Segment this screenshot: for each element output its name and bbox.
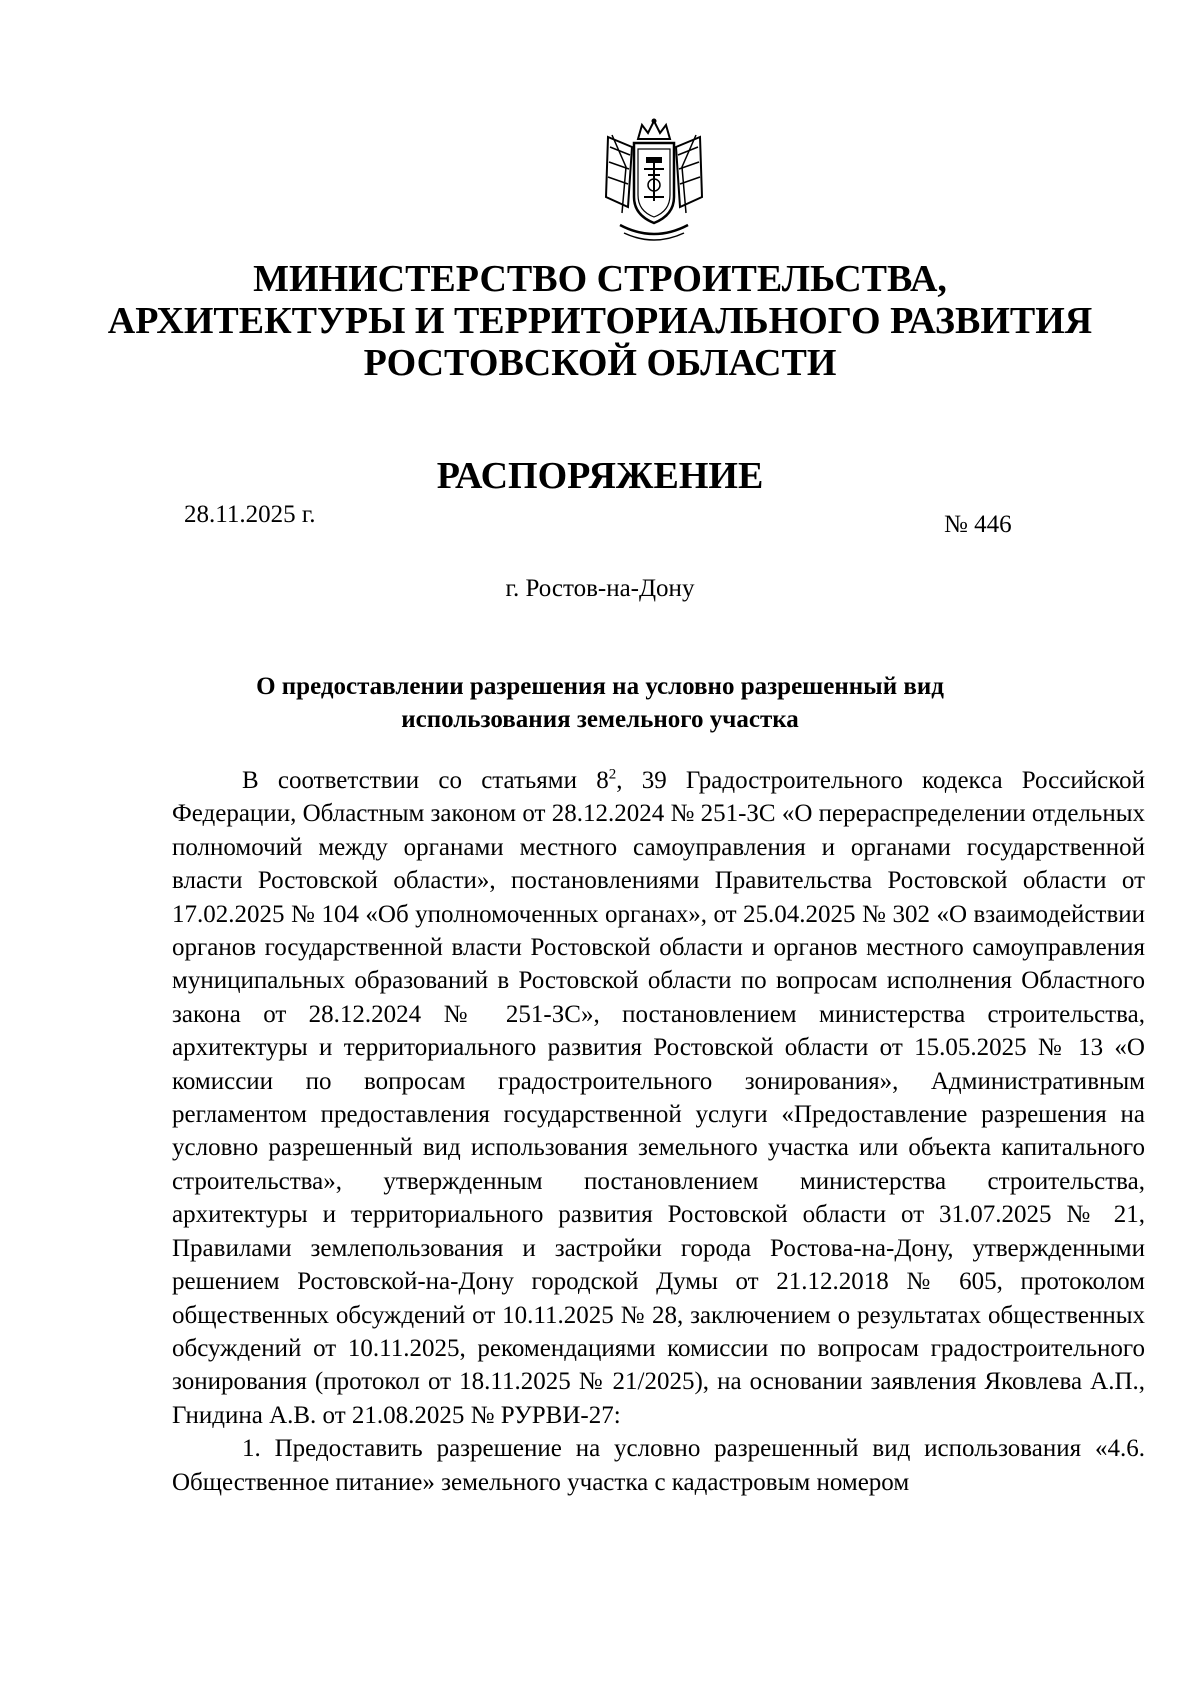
subject-line: О предоставлении разрешения на условно разрешенный вид: [256, 673, 944, 700]
article-superscript: 2: [608, 766, 617, 783]
document-city: г. Ростов-на-Дону: [505, 575, 695, 602]
document-date: 28.11.2025 г.: [184, 501, 316, 528]
ministry-title-line: АРХИТЕКТУРЫ И ТЕРРИТОРИАЛЬНОГО РАЗВИТИЯ: [107, 300, 1093, 342]
document-body: [172, 764, 1145, 1499]
clause-1-paragraph: 1. Предоставить разрешение на условно разрешенный вид использования «4.6. Общественное питание» земельного участка с кадастровым номером: [172, 1435, 1145, 1496]
coat-of-arms-emblem: [598, 117, 710, 247]
document-type-heading: РАСПОРЯЖЕНИЕ: [436, 455, 764, 497]
ministry-title-line: РОСТОВСКОЙ ОБЛАСТИ: [363, 342, 837, 384]
document-subject: [200, 670, 1000, 736]
preamble-paragraph: [172, 764, 1145, 1432]
preamble-text-rest: , 39 Градостроительного кодекса Российской Федерации, Областным законом от 28.12.2024 № 251-ЗС «О перераспределении отдельных полномочий между органами местного самоуправления и органами государственной власти Ростовской области», постановлениями Правительства Ростовской области от 17.02.2025 № 104 «Об уполномоченных органах», от 25.04.2025 № 302 «О взаимодействии органов государственной власти Ростовской области и органов местного самоуправления муниципальных образований в Ростовской области по вопросам исполнения Областного закона от 28.12.2024 № 251-ЗС», постановлением министерства строительства, архитектуры и территориального развития Ростовской области от 15.05.2025 № 13 «О комиссии по вопросам градостроительного зонирования», Административным регламентом предоставления государственной услуги «Предоставление разрешения на условно разрешенный вид использования земельного участка или объекта капитального строительства», утвержденным постановлением министерства строительства, архитектуры и территориального развития Ростовской области от 31.07.2025 № 21, Правилами землепользования и застройки города Ростова-на-Дону, утвержденными решением Ростовской-на-Дону городской Думы от 21.12.2018 № 605, протоколом общественных обсуждений от 10.11.2025 № 28, заключением о результатах общественных обсуждений от 10.11.2025, рекомендациями комиссии по вопросам градостроительного зонирования (протокол от 18.11.2025 № 21/2025), на основании заявления Яковлева А.П., Гнидина А.В. от 21.08.2025 № РУРВИ-27:: [172, 767, 1145, 1429]
subject-line: использования земельного участка: [401, 706, 799, 733]
ministry-title: [100, 258, 1100, 384]
document-number: № 446: [944, 511, 1012, 538]
preamble-text-start: В соответствии со статьями 8: [242, 767, 609, 794]
ministry-title-line: МИНИСТЕРСТВО СТРОИТЕЛЬСТВА,: [253, 258, 947, 300]
